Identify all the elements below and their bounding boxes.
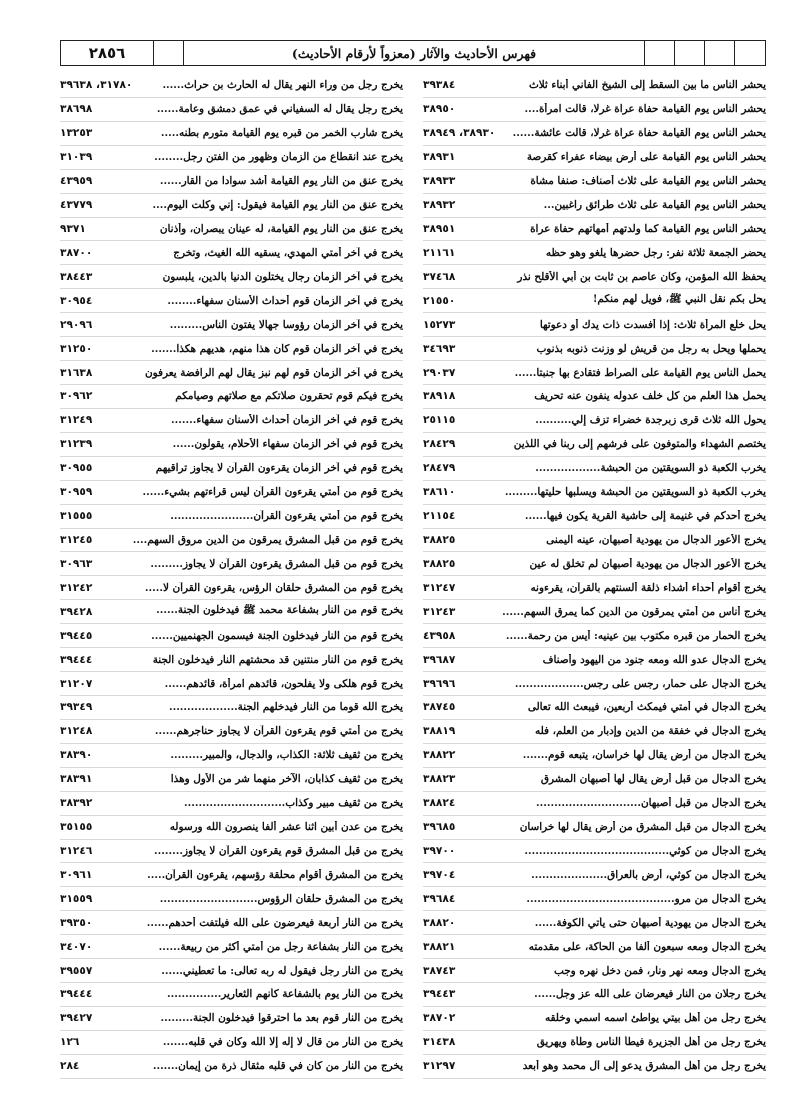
entry-text: يحشر الناس يوم القيامة حفاة عراة غرلا، قالت امرأة.... xyxy=(524,103,766,116)
index-entry xyxy=(60,385,403,409)
entry-number: ٣١٥٥٥ xyxy=(60,510,93,523)
index-entry xyxy=(423,672,766,696)
page-number: ٢٨٥٦ xyxy=(61,41,154,65)
entry-text: يخرج الدجال من أرض يقال لها خراسان، يتبعه قوم....... xyxy=(522,749,766,762)
index-entry xyxy=(423,552,766,576)
page xyxy=(60,40,766,1085)
entry-text: يخرج من قبل المشرق قوم يقرءون القرآن لا يجاوز........ xyxy=(154,844,403,857)
entry-text: يحشر الناس يوم القيامة كما ولدتهم أمهاتهم حفاة عراة xyxy=(530,222,766,235)
index-entry xyxy=(60,911,403,935)
entry-text: يحضر الجمعة ثلاثة نفر: رجل حضرها يلغو وهو حظه xyxy=(545,246,766,259)
entry-text: يخرج من ثقيف ثلاثة: الكذاب، والدجال، والمبير......... xyxy=(170,749,403,762)
header-cell xyxy=(705,41,735,65)
entry-text: يحشر الناس يوم القيامة على أرض بيضاء عفراء كقرصة xyxy=(526,151,766,164)
entry-text: يخرج قوم في آخر الزمان يقرءون القرآن لا يجاوز تراقيهم xyxy=(155,462,403,475)
index-entry xyxy=(423,600,766,624)
entry-text: يخرج من النار من كان في قلبه مثقال ذرة من إيمان....... xyxy=(152,1060,403,1073)
entry-text: يحشر الناس يوم القيامة على ثلاث أصناف: صنفا مشاة xyxy=(530,175,766,188)
index-entry xyxy=(60,529,403,553)
entry-text: يخرج من النار رجل فيقول له ربه تعالى: ما تعطيني...... xyxy=(161,964,403,977)
index-entry xyxy=(423,959,766,983)
index-entry xyxy=(423,863,766,887)
entry-text: يخرج أناس من أمتي يمرقون من الدين كما يمرق السهم...... xyxy=(502,605,766,618)
index-entry xyxy=(423,74,766,98)
entry-number: ٣٠٩٦٣ xyxy=(60,557,93,570)
entry-number: ٣١٠٣٩ xyxy=(60,151,93,164)
entry-text: يخرج الدجال من قبل المشرق من أرض يقال لها خراسان xyxy=(519,821,766,834)
entry-text: يختصم الشهداء والمتوفون على فرشهم إلى ربنا في اللذين xyxy=(513,438,766,451)
entry-text: يحفظ الله المؤمن، وكان عاصم بن ثابت بن أبي الأقلح نذر xyxy=(517,270,766,283)
index-entry xyxy=(423,529,766,553)
entry-number: ٣٨٤٤٣ xyxy=(60,270,93,283)
index-entry xyxy=(60,409,403,433)
index-entry xyxy=(60,218,403,242)
entry-text: يخرج قوم في آخر الزمان أحداث الأسنان سفهاء....... xyxy=(171,414,403,427)
index-entry xyxy=(60,1055,403,1079)
entry-text: يخرج رجلان من النار فيعرضان على الله عز وجل...... xyxy=(534,988,766,1001)
index-entry xyxy=(423,816,766,840)
entry-number: ١٢٦ xyxy=(60,1036,80,1049)
index-entry xyxy=(60,935,403,959)
entry-text: يخرج الدجال من قبل أصبهان............................. xyxy=(536,797,766,810)
index-entry xyxy=(423,983,766,1007)
index-entry xyxy=(423,289,766,313)
entry-text: يخرج الأعور الدجال من يهودية أصبهان لم تخلق له عين xyxy=(529,557,766,570)
entry-text: يحملها ويحل به رجل من قريش لو وزنت ذنوبه بذنوب xyxy=(536,342,766,355)
entry-text: يخرج قوم من قبل المشرق يقرءون القرآن لا يجاوز......... xyxy=(150,557,403,570)
entry-number: ٣١٢٥٠ xyxy=(60,342,93,355)
entry-text: يخرج عنق من النار يوم القيامة فيقول: إني وكلت اليوم.... xyxy=(152,199,403,212)
index-entry xyxy=(60,146,403,170)
entry-number: ٣٩٤٢٨ xyxy=(60,605,93,618)
entry-number: ٣٩٥٥٧ xyxy=(60,964,93,977)
entry-number: ٤٣٩٥٩ xyxy=(60,175,93,188)
entry-text: يخرج الدجال عدو الله ومعه جنود من اليهود وأصناف xyxy=(542,653,766,666)
entry-text: يخرج من المشرق أقوام محلقة رؤسهم، يقرءون القرآن..... xyxy=(147,868,403,881)
entry-number: ٩٣٧١ xyxy=(60,222,86,235)
entry-text: يخرج من عدن أبين اثنا عشر ألفا ينصرون الله ورسوله xyxy=(169,821,403,834)
index-entry xyxy=(423,146,766,170)
entry-number: ٣٤٦٩٣ xyxy=(423,342,456,355)
entry-number: ٣١٢٤٨ xyxy=(60,725,93,738)
index-entry xyxy=(423,1031,766,1055)
index-columns xyxy=(60,74,766,1079)
entry-text: يخرج الله قوما من النار فيدخلهم الجنة................... xyxy=(168,701,403,714)
entry-number: ٣٨٨٢٤ xyxy=(423,797,456,810)
entry-number: ٣٤٠٧٠ xyxy=(60,940,93,953)
index-entry xyxy=(60,1031,403,1055)
index-entry xyxy=(60,624,403,648)
entry-text: يخرج الدجال في أمتي فيمكث أربعين، فيبعث الله تعالى xyxy=(527,701,766,714)
entry-number: ٣٨٦١٠ xyxy=(423,486,456,499)
entry-number: ٣١٢٣٩ xyxy=(60,438,93,451)
header-cell xyxy=(735,41,765,65)
index-entry xyxy=(60,959,403,983)
index-entry xyxy=(60,313,403,337)
index-entry xyxy=(423,911,766,935)
entry-number: ٣١٢٤٧ xyxy=(423,581,456,594)
index-entry xyxy=(423,361,766,385)
entry-number: ٣٩٣٥٠ xyxy=(60,916,93,929)
entry-number: ٣١٦٣٨ xyxy=(60,366,93,379)
entry-text: يحشر الناس يوم القيامة على ثلاث طرائق راغبين... xyxy=(543,199,766,212)
entry-number: ٢٩٠٩٦ xyxy=(60,318,93,331)
entry-number: ٣٩٤٤٥ xyxy=(60,629,93,642)
entry-number: ٣٨٨٢٣ xyxy=(423,773,456,786)
entry-text: يخرج رجل من وراء النهر يقال له الحارث بن حراث...... xyxy=(162,79,403,92)
entry-text: يخرج في آخر الزمان قوم كان هذا منهم، هديهم هكذا....... xyxy=(151,342,403,355)
index-entry xyxy=(60,648,403,672)
entry-number: ٢١١٥٤ xyxy=(423,510,456,523)
entry-text: يخرج قوم من النار فيدخلون الجنة فيسمون الجهنميين...... xyxy=(151,629,403,642)
entry-text: يحمل هذا العلم من كل خلف عدوله ينفون عنه تحريف xyxy=(534,390,766,403)
index-entry xyxy=(423,457,766,481)
index-entry xyxy=(423,194,766,218)
entry-number: ٣٨٩٣١ xyxy=(423,151,456,164)
entry-number: ٣٠٩٦١ xyxy=(60,868,93,881)
entry-number: ٣٨٧٠٠ xyxy=(60,246,93,259)
entry-text: يخرج الدجال على حمار، رجس على رجس................... xyxy=(514,677,766,690)
index-entry xyxy=(423,218,766,242)
entry-text: يخرج الدجال من قبل أرض يقال لها أصبهان المشرق xyxy=(540,773,766,786)
entry-number: ٣٨٩١٨ xyxy=(423,390,456,403)
index-entry xyxy=(60,983,403,1007)
entry-text: يخرج عنق من النار يوم القيامة، له عينان يبصران، وأذنان xyxy=(159,222,403,235)
entry-number: ٣٨٧٤٣ xyxy=(423,964,456,977)
index-entry xyxy=(423,433,766,457)
entry-number: ٣٩٤٤٣ xyxy=(423,988,456,1001)
entry-text: يخرج شارب الخمر من قبره يوم القيامة متورم بطنه..... xyxy=(160,127,403,140)
entry-text: يحل خلع المرأة ثلاث: إذا أفسدت ذات يدك أو دعوتها xyxy=(539,318,766,331)
entry-text: يخرب الكعبة ذو السويقتين من الحبشة ويسلبها حليتها......... xyxy=(504,486,766,499)
index-entry xyxy=(423,792,766,816)
index-entry xyxy=(60,241,403,265)
index-entry xyxy=(60,265,403,289)
entry-number: ٣٩٣٤٩ xyxy=(60,701,93,714)
entry-text: يخرب الكعبة ذو السويقتين من الحبشة.................. xyxy=(535,462,766,475)
entry-text: يخرج الدجال من كوثي........................................ xyxy=(524,844,766,857)
entry-number: ٣٨٧٠٢ xyxy=(423,1012,456,1025)
index-entry xyxy=(60,433,403,457)
index-entry xyxy=(423,98,766,122)
entry-text: يخرج عند انقطاع من الزمان وظهور من الفتن رجل........ xyxy=(154,151,403,164)
entry-text: يحل بكم نقل النبي ﷺ، فويل لهم منكم! xyxy=(592,293,766,306)
index-entry xyxy=(60,505,403,529)
entry-text: يخرج من ثقيف مبير وكذاب............................ xyxy=(184,797,403,810)
index-entry xyxy=(423,337,766,361)
index-entry xyxy=(423,122,766,146)
entry-text: يخرج من النار من قال لا إله إلا الله وكان في قلبه....... xyxy=(162,1036,403,1049)
entry-number: ٤٣٩٥٨ xyxy=(423,629,456,642)
entry-text: يخرج من النار يوم بالشفاعة كأنهم الثعارير............... xyxy=(167,988,403,1001)
index-entry xyxy=(60,744,403,768)
entry-number: ٣٠٩٥٥ xyxy=(60,462,93,475)
index-entry xyxy=(60,887,403,911)
entry-text: يحول الله ثلاث قرى زبرجدة خضراء تزف إلي.......... xyxy=(535,414,766,427)
entry-text: يخرج الدجال ومعه نهر ونار، فمن دخل نهره وجب xyxy=(554,964,766,977)
index-entry xyxy=(60,840,403,864)
index-entry xyxy=(423,313,766,337)
index-entry xyxy=(423,241,766,265)
entry-text: يخرج قوم من قبل المشرق يمرقون من الدين مروق السهم.... xyxy=(132,533,403,546)
index-entry xyxy=(423,1055,766,1079)
entry-text: يخرج قوم من النار منتنين قد محشتهم النار فيدخلون الجنة xyxy=(152,653,403,666)
index-entry xyxy=(60,194,403,218)
entry-text: يخرج في آخر أمتي المهدي، يسقيه الله الغيث، وتخرج xyxy=(173,246,403,259)
entry-number: ٣٩٦٨٧ xyxy=(423,653,456,666)
entry-number: ٣٨٣٩١ xyxy=(60,773,93,786)
header-cell xyxy=(154,41,184,65)
entry-number: ٣٩٣٨٤ xyxy=(423,79,456,92)
entry-text: يخرج في آخر الزمان قوم أحداث الأسنان سفهاء........ xyxy=(167,294,403,307)
entry-text: يخرج في آخر الزمان قوم لهم نبز يقال لهم الرافضة يعرفون xyxy=(145,366,403,379)
entry-number: ٢١١٦١ xyxy=(423,246,456,259)
entry-number: ٣١٢٠٧ xyxy=(60,677,93,690)
entry-number: ٣٨٨٢٢ xyxy=(423,749,456,762)
index-entry xyxy=(60,768,403,792)
index-entry xyxy=(423,720,766,744)
entry-text: يخرج في آخر الزمان رؤوسا جهالا يفتون الناس......... xyxy=(169,318,403,331)
index-entry xyxy=(60,481,403,505)
index-entry xyxy=(60,122,403,146)
entry-number: ٣١٥٥٩ xyxy=(60,892,93,905)
entry-text: يخرج من أمتي قوم يقرءون القرآن لا يجاوز حناجرهم...... xyxy=(154,725,403,738)
entry-number: ٣٨٩٥٠ xyxy=(423,103,456,116)
entry-number: ٣١٤٣٨ xyxy=(423,1036,456,1049)
right-column xyxy=(413,74,766,1079)
index-entry xyxy=(60,361,403,385)
entry-number: ٣٥١٥٥ xyxy=(60,821,93,834)
entry-number: ٢٨٤٢٩ xyxy=(423,438,456,451)
entry-number: ٣١٢٤٦ xyxy=(60,844,93,857)
page-title: فهرس الأحاديث والآثار (معزواً لأرقام الأحاديث) xyxy=(184,41,645,65)
entry-number: ٣٩٦٩٦ xyxy=(423,677,456,690)
page-header xyxy=(60,40,766,66)
entry-text: يحشر الناس يوم القيامة حفاة عراة غرلا، قالت عائشة...... xyxy=(512,127,766,140)
entry-number: ٣٨٩٣٣ xyxy=(423,175,456,188)
index-entry xyxy=(423,385,766,409)
index-entry xyxy=(423,696,766,720)
index-entry xyxy=(423,744,766,768)
entry-number: ٤٣٧٧٩ xyxy=(60,199,93,212)
index-entry xyxy=(60,696,403,720)
entry-text: يخرج من النار قوم بعد ما احترقوا فيدخلون الجنة......... xyxy=(160,1012,403,1025)
entry-number: ٣٨٨١٩ xyxy=(423,725,456,738)
entry-number: ٣١٢٤٢ xyxy=(60,581,93,594)
index-entry xyxy=(60,457,403,481)
entry-number: ٣٨٨٢٠ xyxy=(423,916,456,929)
index-entry xyxy=(60,74,403,98)
entry-number: ٣٨٦٩٨ xyxy=(60,103,93,116)
entry-number: ٣٩٤٢٧ xyxy=(60,1012,93,1025)
entry-text: يخرج رجل من أهل الجزيرة فيطأ الناس وطأة ويهريق xyxy=(536,1036,766,1049)
entry-number: ١٥٢٧٣ xyxy=(423,318,456,331)
entry-text: يخرج أحدكم في غنيمة إلى حاشية القرية يكون فيها...... xyxy=(524,510,766,523)
entry-text: يخرج رجل يقال له السفياني في عمق دمشق وعامة...... xyxy=(156,103,403,116)
entry-number: ٣١٢٤٩ xyxy=(60,414,93,427)
entry-text: يخرج قوم هلكى ولا يفلحون، قائدهم امرأة، قائدهم...... xyxy=(164,677,403,690)
entry-text: يخرج الدجال ومعه سبعون ألفا من الحاكة، على مقدمته xyxy=(528,940,766,953)
index-entry xyxy=(423,624,766,648)
entry-text: يحمل الناس يوم القيامة على الصراط فتقادع بها جنبتا...... xyxy=(514,366,766,379)
entry-number: ٣٨٨٢٥ xyxy=(423,557,456,570)
index-entry xyxy=(60,289,403,313)
entry-number: ٣٨٩٣٠، ٣٨٩٤٩ xyxy=(423,127,496,140)
entry-text: يخرج الدجال من كوثي، أرض بالعراق..................... xyxy=(531,868,766,881)
index-entry xyxy=(60,98,403,122)
entry-text: يخرج قوم من أمتي يقرءون القرآن ليس قراءتهم بشيء...... xyxy=(142,486,403,499)
entry-number: ٢٨٤ xyxy=(60,1060,80,1073)
entry-number: ١٣٢٥٣ xyxy=(60,127,93,140)
entry-text: يخرج الدجال في خفقة من الدين وإدبار من العلم، فله xyxy=(535,725,766,738)
entry-number: ٣٩٤٤٤ xyxy=(60,988,93,1001)
entry-number: ٢١٥٥٠ xyxy=(423,294,456,307)
index-entry xyxy=(60,816,403,840)
index-entry xyxy=(423,935,766,959)
left-column xyxy=(60,74,413,1079)
entry-text: يخرج من النار أربعة فيعرضون على الله فيلتفت أحدهم...... xyxy=(146,916,403,929)
entry-number: ٣٠٩٥٩ xyxy=(60,486,93,499)
index-entry xyxy=(423,505,766,529)
entry-number: ٢٨٤٧٩ xyxy=(423,462,456,475)
index-entry xyxy=(60,337,403,361)
index-entry xyxy=(423,170,766,194)
index-entry xyxy=(60,863,403,887)
index-entry xyxy=(60,672,403,696)
entry-number: ٣٩٧٠٤ xyxy=(423,868,456,881)
index-entry xyxy=(423,768,766,792)
index-entry xyxy=(423,1007,766,1031)
entry-text: يخرج قوم من المشرق حلقان الرؤس، يقرءون القرآن لا..... xyxy=(144,581,403,594)
index-entry xyxy=(60,170,403,194)
entry-number: ٣٩٦٨٥ xyxy=(423,821,456,834)
entry-text: يخرج قوم من أمتي يقرءون القرآن....................... xyxy=(170,510,403,523)
entry-number: ٣١٢٤٣ xyxy=(423,605,456,618)
entry-number: ٣١٢٤٥ xyxy=(60,533,93,546)
entry-number: ٣٩٤٤٤ xyxy=(60,653,93,666)
index-entry xyxy=(423,265,766,289)
entry-text: يخرج الدجال من مرو......................................... xyxy=(526,892,766,905)
entry-text: يخرج في آخر الزمان رجال يختلون الدنيا بالدين، يلبسون xyxy=(162,270,403,283)
entry-number: ٣١٢٩٧ xyxy=(423,1060,456,1073)
entry-number: ٣٩٦٨٤ xyxy=(423,892,456,905)
entry-text: يخرج قوم من النار بشفاعة محمد ﷺ فيدخلون الجنة...... xyxy=(156,604,403,617)
index-entry xyxy=(423,481,766,505)
entry-number: ٣٨٧٤٥ xyxy=(423,701,456,714)
entry-number: ٣٨٨٢١ xyxy=(423,940,456,953)
entry-number: ٣٨٣٩٠ xyxy=(60,749,93,762)
entry-number: ٣٨٣٩٢ xyxy=(60,797,93,810)
index-entry xyxy=(60,720,403,744)
entry-number: ٣٨٩٣٢ xyxy=(423,199,456,212)
entry-text: يخرج الدجال من يهودية أصبهان حتى يأتي الكوفة...... xyxy=(534,916,766,929)
entry-number: ٣٩٧٠٠ xyxy=(423,844,456,857)
index-entry xyxy=(60,792,403,816)
index-entry xyxy=(60,576,403,600)
index-entry xyxy=(423,648,766,672)
index-entry xyxy=(60,600,403,624)
entry-number: ٣٠٩٦٢ xyxy=(60,390,93,403)
entry-text: يخرج عنق من النار يوم القيامة أشد سوادا من القار...... xyxy=(159,175,403,188)
entry-text: يحشر الناس ما بين السقط إلى الشيخ الفاني أبناء ثلاث xyxy=(528,79,766,92)
entry-text: يخرج من المشرق حلقان الرؤوس........................... xyxy=(159,892,403,905)
entry-text: يخرج قوم في آخر الزمان سفهاء الأحلام، يقولون...... xyxy=(172,438,403,451)
entry-number: ٣٧٤٦٨ xyxy=(423,270,456,283)
index-entry xyxy=(60,552,403,576)
index-entry xyxy=(60,1007,403,1031)
index-entry xyxy=(423,887,766,911)
header-cell xyxy=(675,41,705,65)
entry-number: ٢٥١١٥ xyxy=(423,414,456,427)
entry-text: يخرج رجل من أهل بيتي يواطئ اسمه اسمي وخلقه xyxy=(544,1012,766,1025)
entry-text: يخرج أقوام أحداء أشداء ذلقة ألسنتهم بالقرآن، يقرءونه xyxy=(530,581,766,594)
entry-number: ٣٨٨٢٥ xyxy=(423,533,456,546)
entry-number: ٣١٧٨٠، ٣٩٦٣٨ xyxy=(60,79,133,92)
index-entry xyxy=(423,576,766,600)
entry-text: يخرج من ثقيف كذابان، الآخر منهما شر من الأول وهذا xyxy=(170,773,403,786)
entry-text: يخرج رجل من أهل المشرق يدعو إلى آل محمد وهو أبعد xyxy=(522,1060,766,1073)
entry-text: يخرج الحمار من قبره مكتوب بين عينيه: أيس من رحمة...... xyxy=(505,629,766,642)
index-entry xyxy=(423,409,766,433)
entry-text: يخرج من النار بشفاعة رجل من أمتي أكثر من ربيعة...... xyxy=(158,940,403,953)
header-cell xyxy=(645,41,675,65)
entry-text: يخرج فيكم قوم تحقرون صلاتكم مع صلاتهم وصيامكم xyxy=(175,390,403,403)
entry-number: ٣٨٩٥١ xyxy=(423,222,456,235)
entry-number: ٣٠٩٥٤ xyxy=(60,294,93,307)
entry-text: يخرج الأعور الدجال من يهودية أصبهان، عينه اليمنى xyxy=(546,533,766,546)
index-entry xyxy=(423,840,766,864)
entry-number: ٢٩٠٣٧ xyxy=(423,366,456,379)
